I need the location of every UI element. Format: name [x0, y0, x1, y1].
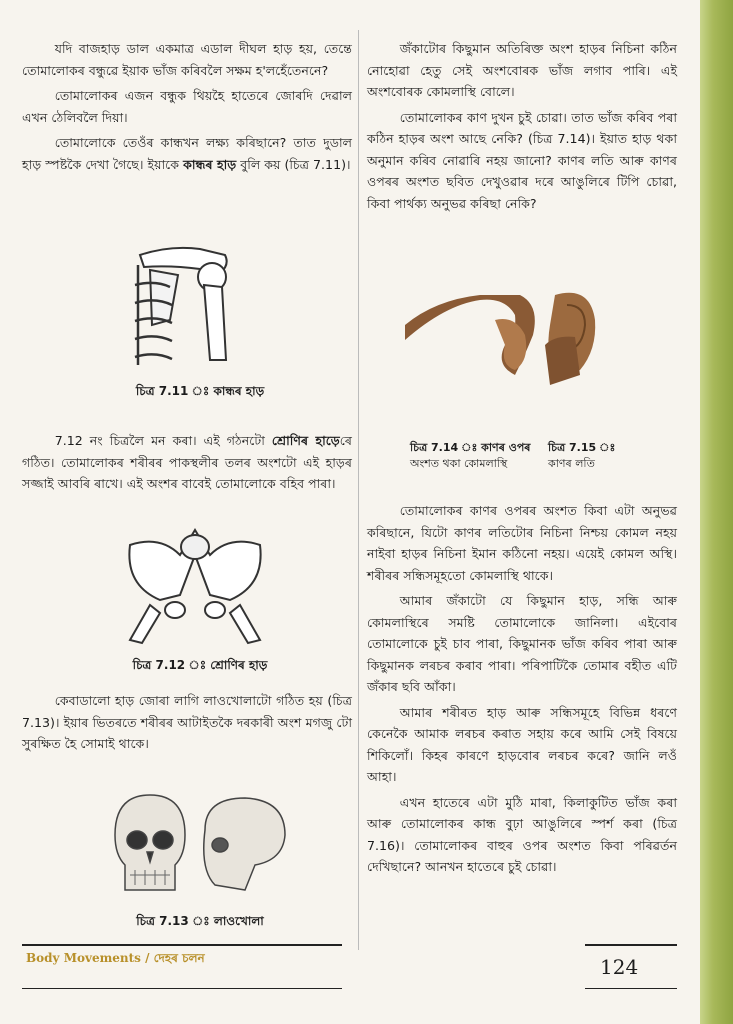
left-column	[22, 38, 352, 179]
pelvis-bone-figure	[120, 525, 270, 645]
fig-7-15-caption-line2: কাণৰ লতি	[548, 457, 595, 470]
footer-rule-left-bottom	[22, 988, 342, 989]
footer-rule-right-bottom	[585, 988, 677, 989]
fig-7-11-caption: চিত্ৰ 7.11 ঃ কান্ধৰ হাড়	[135, 384, 265, 398]
left-para-2: তোমালোকৰ এজন বন্ধুক থিয়হৈ হাতেৰে জোৰদি দেৱাল এখন ঠেলিবলৈ দিয়া।	[22, 88, 352, 125]
left-para-3-post: বুলি কয় (চিত্ৰ 7.11)।	[236, 156, 351, 172]
shoulder-bone-figure	[130, 225, 250, 365]
left-column-middle	[22, 430, 352, 499]
left-para-4-post: ৰে গঠিত। তোমালোকৰ শৰীৰৰ পাকস্থলীৰ তলৰ অংশটো এই হাড়ৰ সজ্জাই আবৰি ৰাখে। এই অংশৰ বাবেই তোমালোকে বহিব পাৰা।	[22, 433, 352, 491]
fig-7-14-caption	[410, 440, 545, 472]
fig-7-15-caption-line1: চিত্ৰ 7.15 ঃ	[548, 441, 616, 454]
footer-rule-left	[22, 944, 342, 946]
left-column-lower	[22, 690, 352, 759]
skull-figure	[105, 790, 295, 900]
fig-7-12-caption: চিত্ৰ 7.12 ঃ শ্ৰোণিৰ হাড়	[132, 658, 268, 672]
footer-title: Body Movements / দেহৰ চলন	[26, 951, 205, 965]
right-para-6: এখন হাতেৰে এটা মুঠি মাৰা, কিলাকুটিত ভাঁজ কৰা আৰু তোমালোকৰ কান্ধ বুঢ়া আঙুলিৰে স্পৰ্শ কৰা (চিত্ৰ 7.16)। তোমালোকৰ বাহুৰ ওপৰ অংশত কিবা পৰিৱৰ্তন দেখিছানে? আনখন হাতেৰে চুই চোৱা।	[367, 794, 677, 874]
page-number: 124	[600, 955, 639, 979]
book-spine-edge	[700, 0, 733, 1024]
fig-7-15-caption	[548, 440, 668, 472]
left-para-3-pre: তোমালোকে তেওঁৰ কান্ধখন লক্ষ্য কৰিছানে? তাত দুডাল হাড় স্পষ্টকৈ দেখা গৈছে। ইয়াকে	[22, 135, 352, 172]
fig-7-13-caption: চিত্ৰ 7.13 ঃ লাওখোলা	[136, 914, 264, 928]
footer-rule-right	[585, 944, 677, 946]
left-para-4-bold: শ্ৰোণিৰ হাড়ে	[271, 433, 340, 448]
left-para-4-pre: 7.12 নং চিত্ৰলৈ মন কৰা। এই গঠনটো	[54, 433, 272, 448]
ear-figure	[405, 275, 615, 390]
right-para-1: জঁকাটোৰ কিছুমান অতিৰিক্ত অংশ হাড়ৰ নিচিনা কঠিন নোহোৱা হেতু সেই অংশবোৰক ভাঁজ লগাব পাৰি। এই অংশবোৰক কোমলাস্থি বোলে।	[367, 41, 677, 99]
right-para-4: আমাৰ জঁকাটো যে কিছুমান হাড়, সন্ধি আৰু কোমলাস্থিৰে সমষ্টি তোমালোকে জানিলা। এইবোৰ তোমালোকে চুই চাব পাৰা, কিছুমানক ভাঁজ কৰিব পাৰা আৰু কিছুমানক লৰচৰ কৰাব পাৰা। পৰিপাটিকৈ তোমাৰ বহীত এটি জঁকাৰ ছবি আঁকা।	[367, 593, 677, 694]
fig-7-14-caption-line1: চিত্ৰ 7.14 ঃ কাণৰ ওপৰ	[410, 441, 531, 454]
left-para-5: কেবাডালো হাড় জোৰা লাগি লাওখোলাটো গঠিত হয় (চিত্ৰ 7.13)। ইয়াৰ ভিতৰতে শৰীৰৰ আটাইতকৈ দৰকাৰী অংশ মগজু টো সুৰক্ষিত হৈ সোমাই থাকে।	[22, 693, 352, 751]
right-para-5: আমাৰ শৰীৰত হাড় আৰু সন্ধিসমূহে বিভিন্ন ধৰণে কেনেকৈ আমাক লৰচৰ কৰাত সহায় কৰে আমি সেই বিষয়ে শিকিলোঁ। কিহৰ কাৰণে হাড়বোৰ লৰচৰ কৰে? জানি লওঁ আহা।	[367, 704, 677, 784]
column-divider	[358, 30, 359, 950]
right-para-3: তোমালোকৰ কাণৰ ওপৰৰ অংশত কিবা এটা অনুভৱ কৰিছানে, যিটো কাণৰ লতিটোৰ নিচিনা নিশ্চয় কোমল নহয় নাইবা হাড়ৰ নিচিনা ইমান কঠিনো নহয়। এয়েই কোমল অস্থি। শৰীৰৰ সন্ধিসমূহতো কোমলাস্থি থাকে।	[367, 503, 677, 583]
fig-7-14-caption-line2: অংশত থকা কোমলাস্থি	[410, 457, 508, 470]
left-para-3-bold: কান্ধৰ হাড়	[183, 156, 237, 172]
left-para-3	[22, 132, 352, 175]
right-column	[367, 38, 677, 218]
right-column-lower	[367, 500, 677, 882]
left-para-1: যদি বাজহাড় ডাল একমাত্র এডাল দীঘল হাড় হয়, তেন্তে তোমালোকৰ বন্ধুৱে ইয়াক ভাঁজ কৰিবলৈ সক্ষম হ'লহেঁতেননে?	[22, 41, 352, 78]
left-para-4	[22, 430, 352, 495]
right-para-2: তোমালোকৰ কাণ দুখন চুই চোৱা। তাত ভাঁজ কৰিব পৰা কঠিন হাড়ৰ অংশ আছে নেকি? (চিত্ৰ 7.14)। ইয়াত হাড় থকা অনুমান কৰিব নোৱাৰি নহয় জানো? কাণৰ লতি আৰু কাণৰ ওপৰৰ অংশত ছবিত দেখুওৱাৰ দৰে আঙুলিৰে টিপি চোৱা, কিবা পাৰ্থক্য অনুভৱ কৰিছা নেকি?	[367, 109, 677, 211]
